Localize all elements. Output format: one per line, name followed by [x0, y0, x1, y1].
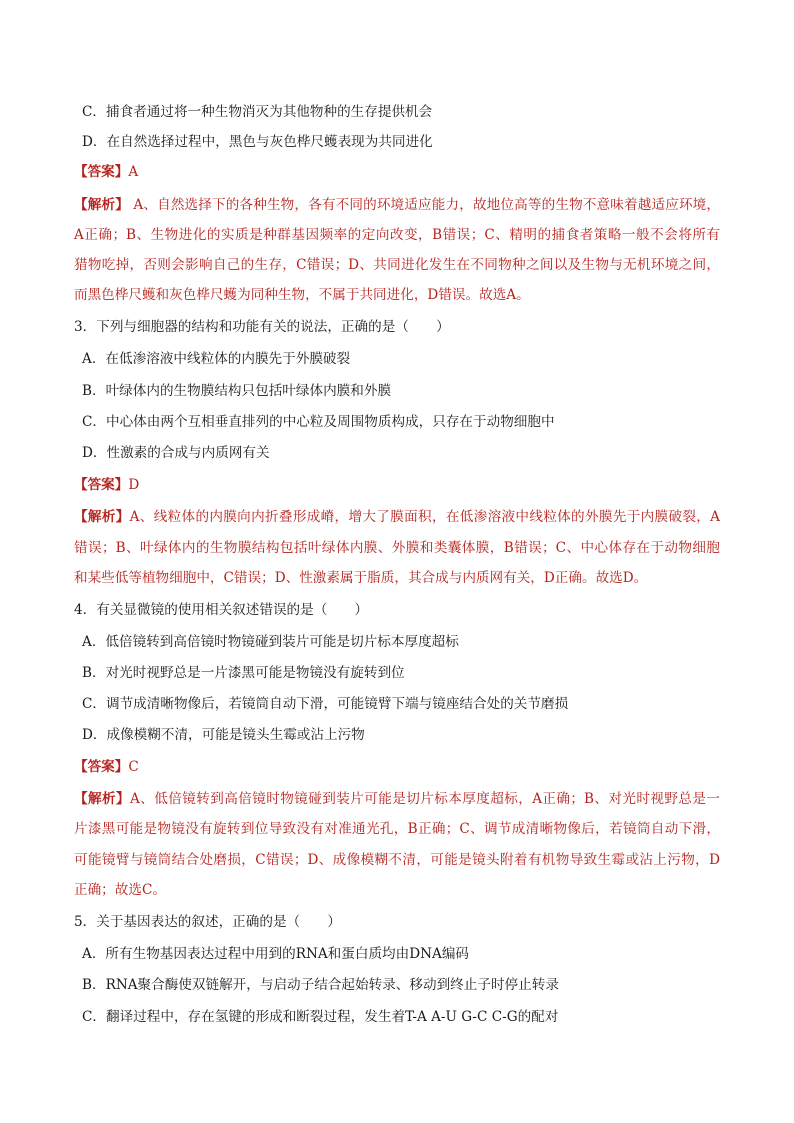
analysis-text: A、自然选择下的各种生物，各有不同的环境适应能力，故地位高等的生物不意味着越适应环境，: [128, 197, 720, 213]
option-a: A．低倍镜转到高倍镜时物镜碰到装片可能是切片标本厚度超标: [82, 634, 459, 650]
answer-line: [74, 476, 139, 494]
answer-tag: 【答案】: [74, 477, 129, 493]
analysis-tag: 【解析】: [74, 509, 130, 525]
analysis-text: A、线粒体的内膜向内折叠形成嵴，增大了膜面积，在低渗溶液中线粒体的外膜先于内膜破裂，A: [129, 509, 720, 525]
option-d: D．在自然选择过程中，黑色与灰色桦尺蠖表现为共同进化: [82, 134, 433, 150]
answer-value: A: [128, 164, 139, 180]
answer-value: D: [128, 477, 140, 493]
question-stem: 3．下列与细胞器的结构和功能有关的说法，正确的是（ ）: [74, 319, 450, 335]
analysis-line: 猎物吃掉，否则会影响自己的生存，C错误；D、共同进化发生在不同物种之间以及生物与无机环境之间，: [74, 257, 720, 273]
analysis-line: A正确；B、生物进化的实质是种群基因频率的定向改变，B错误；C、精明的捕食者策略一般不会将所有: [74, 227, 720, 243]
analysis-line: [74, 790, 720, 808]
answer-tag: 【答案】: [74, 164, 129, 180]
analysis-line: 和某些低等植物细胞中，C错误；D、性激素属于脂质，其合成与内质网有关，D正确。故选D。: [74, 570, 648, 586]
option-b: B．RNA聚合酶使双链解开，与启动子结合起始转录、移动到终止子时停止转录: [82, 977, 559, 993]
analysis-text: A、低倍镜转到高倍镜时物镜碰到装片可能是切片标本厚度超标，A正确；B、对光时视野总是一: [130, 791, 720, 807]
analysis-tag: 【解析】: [74, 197, 129, 213]
analysis-line: 错误；B、叶绿体内的生物膜结构包括叶绿体内膜、外膜和类囊体膜，B错误；C、中心体存在于动物细胞: [74, 540, 720, 556]
option-c: C．中心体由两个互相垂直排列的中心粒及周围物质构成，只存在于动物细胞中: [82, 414, 555, 430]
analysis-line: [74, 196, 720, 214]
option-a: A．所有生物基因表达过程中用到的RNA和蛋白质均由DNA编码: [82, 946, 470, 962]
option-d: D．成像模糊不清，可能是镜头生霉或沾上污物: [82, 727, 365, 743]
option-c: C．翻译过程中，存在氢键的形成和断裂过程，发生着T-A A-U G-C C-G的配对: [82, 1009, 559, 1025]
analysis-line: 可能镜臂与镜筒结合处磨损，C错误；D、成像模糊不清，可能是镜头附着有机物导致生霉或沾上污物，D: [74, 852, 720, 868]
option-b: B．对光时视野总是一片漆黑可能是物镜没有旋转到位: [82, 665, 405, 681]
answer-tag: 【答案】: [74, 759, 129, 775]
analysis-line: 正确；故选C。: [74, 882, 166, 898]
question-stem: 4．有关显微镜的使用相关叙述错误的是（ ）: [74, 602, 369, 618]
analysis-tag: 【解析】: [74, 791, 130, 807]
option-c: C．捕食者通过将一种生物消灭为其他物种的生存提供机会: [82, 104, 433, 120]
answer-value: C: [128, 759, 139, 775]
option-c: C．调节成清晰物像后，若镜筒自动下滑，可能镜臂下端与镜座结合处的关节磨损: [82, 696, 569, 712]
analysis-line: 而黑色桦尺蠖和灰色桦尺蠖为同种生物，不属于共同进化，D错误。故选A。: [74, 287, 530, 303]
analysis-line: 片漆黑可能是物镜没有旋转到位导致没有对准通光孔，B正确；C、调节成清晰物像后，若镜筒自动下滑，: [74, 821, 720, 837]
question-stem: 5．关于基因表达的叙述，正确的是（ ）: [74, 914, 341, 930]
option-a: A．在低渗溶液中线粒体的内膜先于外膜破裂: [82, 351, 351, 367]
answer-line: [74, 758, 139, 776]
option-d: D．性激素的合成与内质网有关: [82, 445, 270, 461]
option-b: B．叶绿体内的生物膜结构只包括叶绿体内膜和外膜: [82, 383, 392, 399]
answer-line: [74, 163, 138, 181]
analysis-line: [74, 508, 720, 526]
